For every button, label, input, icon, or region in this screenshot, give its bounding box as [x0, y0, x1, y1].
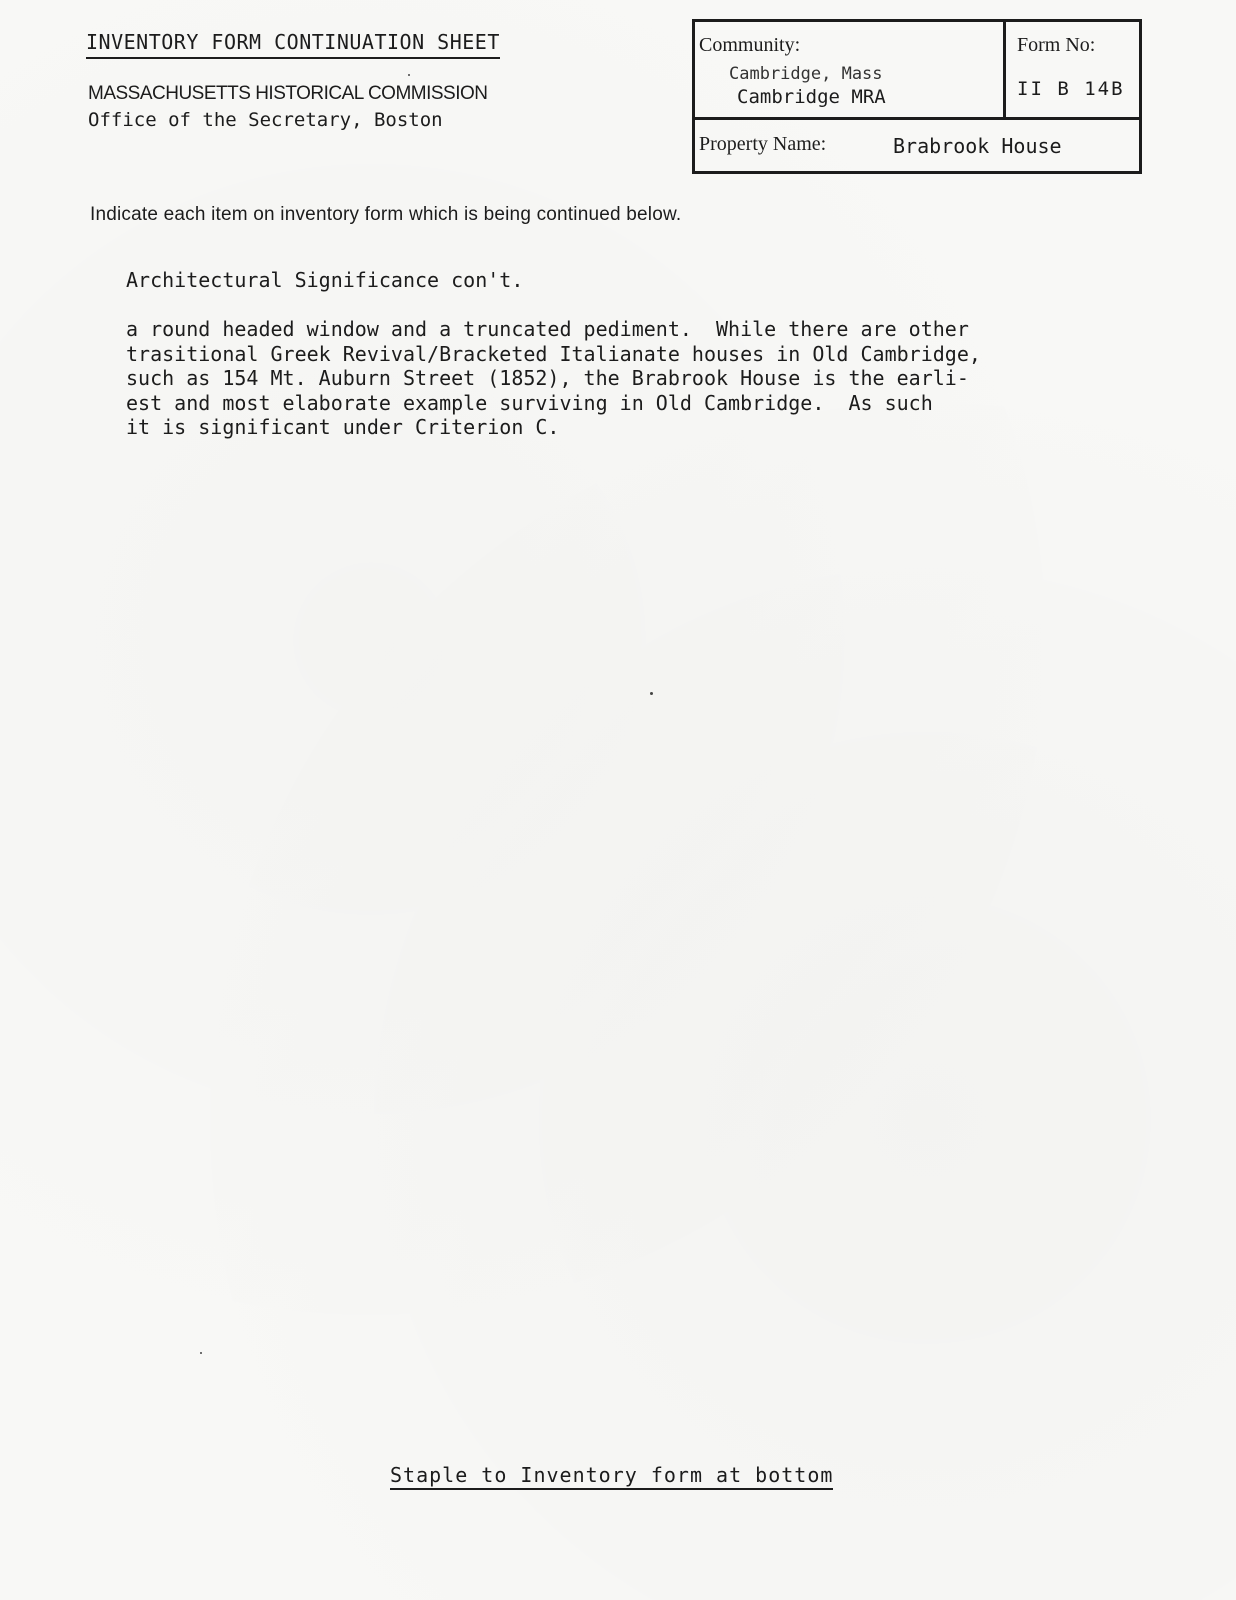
commission-name: MASSACHUSETTS HISTORICAL COMMISSION: [88, 83, 488, 104]
community-value-line1: Cambridge, Mass: [729, 64, 883, 84]
paper-speck: [408, 74, 410, 76]
community-value-line2: Cambridge MRA: [737, 86, 886, 108]
form-no-value: II B 14B: [1017, 78, 1125, 100]
community-label: Community:: [699, 34, 801, 56]
property-name-label: Property Name:: [699, 133, 827, 155]
form-title: INVENTORY FORM CONTINUATION SHEET: [86, 30, 500, 59]
property-name-value: Brabrook House: [893, 134, 1062, 158]
body-line: trasitional Greek Revival/Bracketed Italianate houses in Old Cambridge,: [126, 341, 981, 366]
continuation-body: [126, 317, 1156, 440]
paper-speck: [650, 692, 653, 695]
body-line: such as 154 Mt. Auburn Street (1852), the Brabrook House is the earli-: [126, 366, 969, 390]
instructions-text: Indicate each item on inventory form which is being continued below.: [90, 204, 682, 225]
info-box: [692, 19, 1142, 174]
staple-note: Staple to Inventory form at bottom: [390, 1463, 833, 1490]
body-line: a round headed window and a truncated pediment. While there are other: [126, 317, 969, 341]
body-line: it is significant under Criterion C.: [126, 415, 560, 439]
info-box-divider: [1003, 19, 1006, 119]
info-box-top-row: [695, 22, 1139, 120]
office-name: Office of the Secretary, Boston: [88, 109, 443, 131]
section-heading: Architectural Significance con't.: [126, 268, 524, 292]
paper-speck: [200, 1352, 202, 1354]
commission-block: [88, 80, 488, 134]
form-no-label: Form No:: [1017, 34, 1096, 56]
body-line: est and most elaborate example surviving in Old Cambridge. As such: [126, 390, 933, 415]
